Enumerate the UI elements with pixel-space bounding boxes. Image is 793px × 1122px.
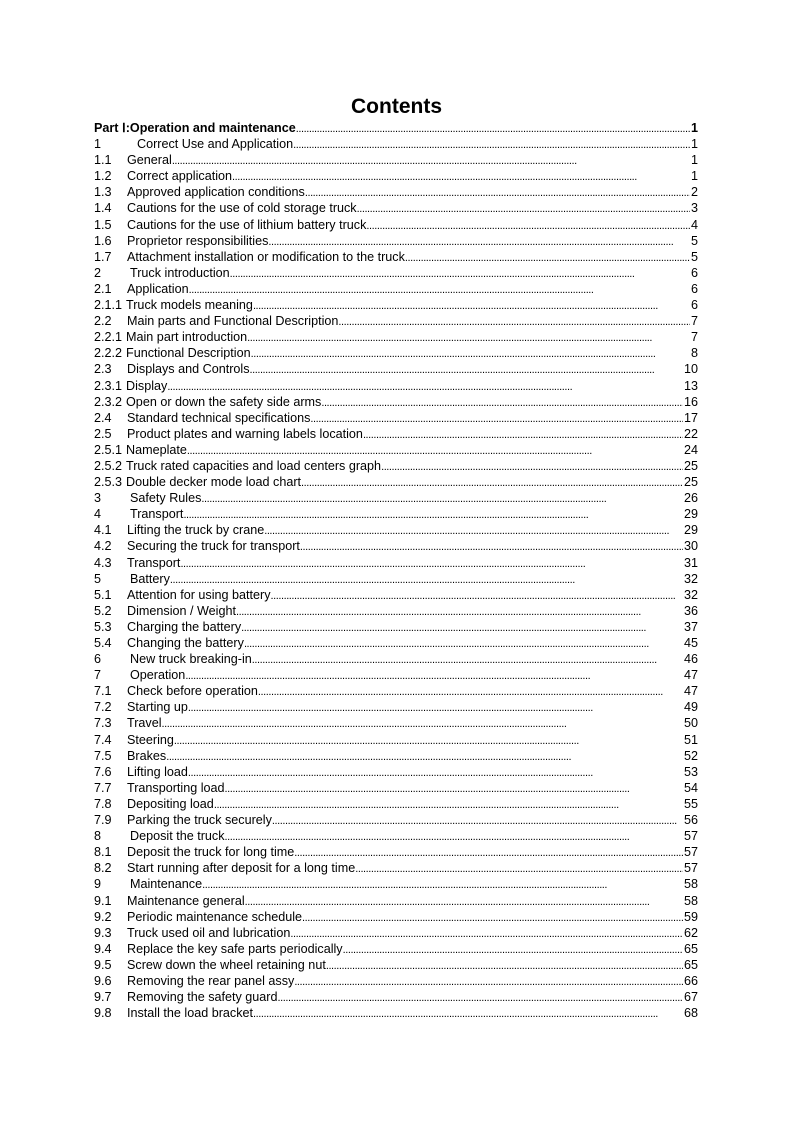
toc-entry-number: 5 — [94, 571, 102, 586]
toc-entry-page: 17 — [683, 410, 698, 425]
dot-leader — [363, 426, 683, 443]
toc-entry-title: New truck breaking-in — [130, 652, 252, 667]
dot-leader — [166, 748, 683, 765]
toc-entry-page: 25 — [683, 458, 698, 473]
toc-entry[interactable] — [94, 844, 698, 860]
toc-entry-number: 9.6 — [94, 973, 112, 988]
dot-leader — [253, 297, 690, 314]
toc-entry-number: 1.5 — [94, 217, 112, 232]
toc-entry-number: Part Ⅰ: — [94, 121, 130, 135]
toc-entry[interactable] — [94, 506, 698, 522]
toc-entry-title: Open or down the safety side arms — [126, 394, 322, 409]
toc-entry-number: 9.1 — [94, 893, 112, 908]
toc-entry-title: Periodic maintenance schedule — [127, 909, 303, 924]
toc-entry-page: 6 — [690, 298, 698, 313]
toc-entry-number: 2.3.1 — [94, 378, 123, 393]
toc-entry-number: 2.2 — [94, 314, 112, 329]
dot-leader — [202, 876, 683, 893]
toc-entry-title: Lifting the truck by crane — [127, 523, 265, 538]
toc-entry-page: 67 — [683, 990, 698, 1005]
toc-entry-page: 2 — [690, 185, 698, 200]
toc-entry-title: Main part introduction — [126, 330, 248, 345]
toc-entry[interactable] — [94, 989, 698, 1005]
toc-entry[interactable] — [94, 233, 698, 249]
toc-entry[interactable] — [94, 732, 698, 748]
toc-entry-page: 8 — [690, 346, 698, 361]
toc-entry-number: 1.7 — [94, 249, 112, 264]
toc-entry-page: 7 — [690, 314, 698, 329]
toc-entry[interactable] — [94, 281, 698, 297]
toc-entry-number: 9.3 — [94, 925, 112, 940]
toc-entry-number: 1.4 — [94, 201, 112, 216]
toc-entry-number: 9 — [94, 877, 102, 892]
dot-leader — [245, 893, 683, 910]
toc-entry-title: Displays and Controls — [127, 362, 250, 377]
toc-entry-page: 3 — [690, 201, 698, 216]
dot-leader — [236, 603, 683, 620]
toc-entry[interactable] — [94, 1005, 698, 1021]
toc-entry[interactable] — [94, 458, 698, 474]
toc-entry-page: 50 — [683, 716, 698, 731]
toc-entry-number: 4.3 — [94, 555, 112, 570]
toc-entry-number: 2.2.1 — [94, 330, 123, 345]
toc-entry-title: Nameplate — [126, 442, 187, 457]
dot-leader — [185, 667, 683, 684]
toc-entry[interactable] — [94, 860, 698, 876]
dot-leader — [272, 812, 683, 829]
toc-entry-title: Attention for using battery — [127, 587, 271, 602]
dot-leader — [278, 989, 683, 1006]
toc-entry-page: 22 — [683, 426, 698, 441]
toc-entry-title: Battery — [130, 571, 170, 586]
toc-entry-page: 24 — [683, 442, 698, 457]
toc-entry-number: 7.3 — [94, 716, 112, 731]
toc-entry-page: 68 — [683, 1006, 698, 1021]
toc-entry-number: 9.2 — [94, 909, 112, 924]
toc-entry-number: 4.1 — [94, 523, 112, 538]
dot-leader — [258, 683, 683, 700]
dot-leader — [296, 120, 690, 137]
toc-entry[interactable] — [94, 474, 698, 490]
dot-leader — [294, 973, 683, 990]
dot-leader — [247, 329, 690, 346]
toc-entry-page: 10 — [683, 362, 698, 377]
toc-entry-page: 49 — [683, 700, 698, 715]
toc-entry-page: 16 — [683, 394, 698, 409]
toc-entry-number: 6 — [94, 652, 102, 667]
toc-entry-title: Replace the key safe parts periodically — [127, 941, 343, 956]
toc-entry[interactable] — [94, 893, 698, 909]
toc-entry-title: Charging the battery — [127, 619, 242, 634]
toc-entry[interactable] — [94, 635, 698, 651]
toc-entry-page: 46 — [683, 652, 698, 667]
toc-entry-title: Install the load bracket — [127, 1006, 254, 1021]
toc-entry-title: Lifting load — [127, 764, 188, 779]
toc-entry-number: 1.3 — [94, 185, 112, 200]
toc-entry-number: 8.1 — [94, 845, 112, 860]
toc-entry-title: General — [127, 153, 172, 168]
toc-entry[interactable] — [94, 378, 698, 394]
toc-entry-number: 9.7 — [94, 990, 112, 1005]
toc-entry-number: 1.1 — [94, 153, 112, 168]
toc-entry-page: 31 — [683, 555, 698, 570]
toc-entry-title: Removing the safety guard — [127, 990, 278, 1005]
page-title: Contents — [351, 95, 442, 118]
toc-entry-page: 5 — [690, 249, 698, 264]
toc-entry-page: 7 — [690, 330, 698, 345]
toc-entry-title: Brakes — [127, 748, 167, 763]
toc-entry[interactable] — [94, 410, 698, 426]
dot-leader — [187, 442, 683, 459]
toc-entry-number: 2.1.1 — [94, 298, 123, 313]
toc-entry[interactable] — [94, 764, 698, 780]
toc-entry-page: 1 — [690, 153, 698, 168]
toc-entry-page: 45 — [683, 636, 698, 650]
toc-entry-title: Operation — [130, 668, 186, 683]
toc-entry[interactable] — [94, 957, 698, 973]
toc-entry-page: 26 — [683, 491, 698, 506]
toc-entry-title: Display — [126, 378, 168, 393]
toc-entry-title: Start running after deposit for a long time — [127, 861, 356, 876]
toc-entry[interactable] — [94, 522, 698, 538]
toc-part-heading[interactable] — [94, 120, 698, 136]
dot-leader — [268, 233, 690, 250]
dot-leader — [230, 265, 690, 282]
toc-entry-number: 2.5 — [94, 426, 112, 441]
toc-entry-page: 57 — [683, 845, 698, 860]
toc-entry[interactable] — [94, 603, 698, 619]
toc-entry-title: Standard technical specifications — [127, 410, 311, 425]
toc-entry-number: 3 — [94, 491, 102, 506]
dot-leader — [188, 764, 683, 781]
toc-entry-title: Maintenance — [130, 877, 203, 892]
toc-entry-title: Truck models meaning — [126, 298, 253, 313]
toc-entry-title: Changing the battery — [127, 636, 244, 650]
toc-entry-page: 30 — [683, 539, 698, 554]
dot-leader — [343, 941, 683, 958]
toc-entry-page: 32 — [683, 587, 698, 602]
toc-entry-number: 7.7 — [94, 780, 112, 795]
dot-leader — [253, 1005, 683, 1022]
toc-entry[interactable] — [94, 490, 698, 506]
toc-entry-page: 52 — [683, 748, 698, 763]
toc-entry[interactable] — [94, 555, 698, 571]
toc-entry-title: Steering — [127, 732, 174, 747]
toc-entry[interactable] — [94, 973, 698, 989]
toc-entry-page: 13 — [683, 378, 698, 393]
toc-entry-title: Transporting load — [127, 780, 225, 795]
toc-entry-number: 2.1 — [94, 281, 112, 296]
dot-leader — [172, 152, 690, 169]
toc-entry-title: Truck introduction — [130, 265, 230, 280]
toc-entry-number: 2.2.2 — [94, 346, 123, 361]
toc-entry-number: 7.2 — [94, 700, 112, 715]
toc-entry-title: Travel — [127, 716, 162, 731]
toc-entry-page: 25 — [683, 475, 698, 490]
toc-entry[interactable] — [94, 683, 698, 699]
toc-entry[interactable] — [94, 651, 698, 667]
toc-entry-page: 51 — [683, 732, 698, 747]
toc-entry-number: 9.8 — [94, 1006, 112, 1021]
toc-entry-title: Deposit the truck for long time — [127, 845, 295, 860]
dot-leader — [294, 844, 683, 861]
dot-leader — [302, 909, 683, 926]
dot-leader — [244, 635, 683, 652]
toc-entry-page: 47 — [683, 684, 698, 699]
toc-entry-number: 5.4 — [94, 636, 112, 650]
toc-entry-title: Check before operation — [127, 684, 258, 699]
toc-entry-number: 1.6 — [94, 233, 112, 248]
toc-entry-number: 2.5.2 — [94, 458, 123, 473]
toc-entry-page: 59 — [683, 909, 698, 924]
toc-entry-page: 32 — [683, 571, 698, 586]
toc-entry-title: Correct application — [127, 169, 232, 184]
toc-entry-number: 2.4 — [94, 410, 112, 425]
dot-leader — [251, 345, 690, 362]
dot-leader — [338, 313, 690, 330]
toc-entry-title: Screw down the wheel retaining nut — [127, 957, 326, 972]
toc-entry[interactable] — [94, 667, 698, 683]
dot-leader — [355, 860, 683, 877]
dot-leader — [301, 474, 683, 491]
toc-entry-title: Transport — [130, 507, 184, 522]
toc-entry-title: Securing the truck for transport — [127, 539, 300, 554]
toc-entry-page: 6 — [690, 265, 698, 280]
toc-entry-title: Proprietor responsibilities — [127, 233, 269, 248]
toc-entry[interactable] — [94, 876, 698, 892]
toc-entry-title: Starting up — [127, 700, 188, 715]
dot-leader — [381, 458, 683, 475]
toc-entry-page: 5 — [690, 233, 698, 248]
toc-entry[interactable] — [94, 699, 698, 715]
dot-leader — [180, 555, 683, 572]
toc-entry[interactable] — [94, 217, 698, 233]
toc-entry[interactable] — [94, 426, 698, 442]
toc-entry-page: 58 — [683, 893, 698, 908]
dot-leader — [214, 796, 683, 813]
dot-leader — [321, 394, 683, 411]
toc-entry-page: 55 — [683, 796, 698, 811]
toc-entry-page: 57 — [683, 829, 698, 844]
toc-entry-page: 29 — [683, 507, 698, 522]
toc-entry-page: 54 — [683, 780, 698, 795]
toc-entry-number: 2.5.1 — [94, 442, 123, 457]
toc-entry[interactable] — [94, 168, 698, 184]
toc-entry[interactable] — [94, 925, 698, 941]
toc-entry-title: Truck used oil and lubrication — [127, 925, 291, 940]
toc-entry[interactable] — [94, 152, 698, 168]
toc-entry-page: 1 — [690, 137, 698, 152]
toc-entry-number: 2 — [94, 265, 102, 280]
toc-entry-number: 7 — [94, 668, 102, 683]
toc-entry-number: 5.1 — [94, 587, 112, 602]
toc-entry[interactable] — [94, 200, 698, 216]
toc-entry[interactable] — [94, 587, 698, 603]
toc-entry-number: 7.9 — [94, 813, 112, 828]
toc-entry[interactable] — [94, 796, 698, 812]
toc-entry[interactable] — [94, 394, 698, 410]
dot-leader — [405, 249, 690, 266]
toc-entry[interactable] — [94, 297, 698, 313]
toc-entry[interactable] — [94, 715, 698, 731]
toc-entry-number: 1.2 — [94, 169, 112, 184]
toc-entry-page: 29 — [683, 523, 698, 538]
dot-leader — [167, 378, 683, 395]
toc-entry-title: Depositing load — [127, 796, 214, 811]
dot-leader — [290, 925, 683, 942]
table-of-contents — [94, 120, 698, 1021]
toc-entry-number: 7.1 — [94, 684, 112, 699]
toc-entry-number: 7.8 — [94, 796, 112, 811]
toc-entry-title: Product plates and warning labels location — [127, 426, 363, 441]
toc-entry-page: 37 — [683, 619, 698, 634]
toc-entry-number: 1 — [94, 137, 102, 152]
toc-entry-page: 1 — [690, 169, 698, 184]
toc-entry[interactable] — [94, 909, 698, 925]
toc-entry[interactable] — [94, 329, 698, 345]
toc-entry-title: Functional Description — [126, 346, 251, 361]
toc-entry[interactable] — [94, 136, 698, 152]
toc-entry-number: 9.5 — [94, 957, 112, 972]
toc-entry[interactable] — [94, 442, 698, 458]
toc-entry-page: 58 — [683, 877, 698, 892]
dot-leader — [188, 699, 683, 716]
toc-entry-number: 7.4 — [94, 732, 112, 747]
toc-entry-page: 57 — [683, 861, 698, 876]
toc-entry-title: Parking the truck securely — [127, 813, 272, 828]
toc-entry-title: Cautions for the use of cold storage truck — [127, 201, 357, 216]
toc-entry-number: 4 — [94, 507, 102, 522]
toc-entry-page: 6 — [690, 281, 698, 296]
toc-entry-title: Correct Use and Application — [137, 137, 294, 152]
dot-leader — [300, 538, 683, 555]
dot-leader — [271, 587, 683, 604]
toc-entry-title: Main parts and Functional Description — [127, 314, 339, 329]
dot-leader — [366, 217, 690, 234]
toc-entry-title: Approved application conditions — [127, 185, 305, 200]
toc-entry-number: 2.3 — [94, 362, 112, 377]
toc-entry-page: 36 — [683, 603, 698, 618]
toc-entry[interactable] — [94, 941, 698, 957]
dot-leader — [241, 619, 683, 636]
toc-entry[interactable] — [94, 361, 698, 377]
toc-entry-title: Transport — [127, 555, 181, 570]
toc-entry-number: 7.6 — [94, 764, 112, 779]
toc-entry-title: Dimension / Weight — [127, 603, 236, 618]
toc-entry-page: 1 — [690, 121, 698, 135]
toc-entry[interactable] — [94, 748, 698, 764]
dot-leader — [252, 651, 683, 668]
toc-entry[interactable] — [94, 265, 698, 281]
toc-entry[interactable] — [94, 184, 698, 200]
dot-leader — [326, 957, 683, 974]
toc-entry-page: 53 — [683, 764, 698, 779]
dot-leader — [293, 136, 690, 153]
toc-entry-title: Removing the rear panel assy — [127, 973, 295, 988]
toc-entry[interactable] — [94, 538, 698, 554]
toc-entry[interactable] — [94, 249, 698, 265]
toc-entry-title: Double decker mode load chart — [126, 475, 302, 490]
toc-entry-number: 2.5.3 — [94, 475, 123, 490]
dot-leader — [170, 571, 683, 588]
toc-entry[interactable] — [94, 812, 698, 828]
toc-entry-title: Cautions for the use of lithium battery truck — [127, 217, 367, 232]
dot-leader — [225, 828, 683, 845]
toc-entry-page: 56 — [683, 813, 698, 828]
toc-entry-number: 8.2 — [94, 861, 112, 876]
dot-leader — [305, 184, 690, 201]
toc-entry-number: 8 — [94, 829, 102, 844]
toc-entry-page: 66 — [683, 973, 698, 988]
toc-entry-number: 2.3.2 — [94, 394, 123, 409]
toc-entry-title: Maintenance general — [127, 893, 245, 908]
toc-entry-number: 7.5 — [94, 748, 112, 763]
toc-entry-page: 62 — [683, 925, 698, 940]
toc-entry[interactable] — [94, 345, 698, 361]
toc-entry[interactable] — [94, 571, 698, 587]
toc-entry-title: Safety Rules — [130, 491, 202, 506]
toc-entry[interactable] — [94, 828, 698, 844]
dot-leader — [189, 281, 690, 298]
dot-leader — [357, 200, 690, 217]
toc-entry-page: 65 — [683, 957, 698, 972]
dot-leader — [250, 361, 683, 378]
toc-entry-title: Attachment installation or modification to the truck — [127, 249, 405, 264]
toc-entry-number: 4.2 — [94, 539, 112, 554]
toc-entry-number: 9.4 — [94, 941, 112, 956]
toc-entry[interactable] — [94, 780, 698, 796]
toc-entry-page: 47 — [683, 668, 698, 683]
dot-leader — [183, 506, 683, 523]
toc-entry-number: 5.2 — [94, 603, 112, 618]
toc-entry-title: Operation and maintenance — [129, 121, 296, 135]
toc-entry-title: Truck rated capacities and load centers graph — [126, 458, 382, 473]
toc-entry-title: Application — [127, 281, 189, 296]
toc-entry[interactable] — [94, 313, 698, 329]
toc-entry[interactable] — [94, 619, 698, 635]
dot-leader — [232, 168, 690, 185]
toc-entry-page: 65 — [683, 941, 698, 956]
toc-entry-title: Deposit the truck — [130, 829, 225, 844]
dot-leader — [264, 522, 683, 539]
dot-leader — [162, 715, 683, 732]
dot-leader — [201, 490, 683, 507]
toc-entry-page: 4 — [690, 217, 698, 232]
dot-leader — [225, 780, 683, 797]
toc-entry-number: 5.3 — [94, 619, 112, 634]
dot-leader — [174, 732, 683, 749]
dot-leader — [310, 410, 683, 427]
